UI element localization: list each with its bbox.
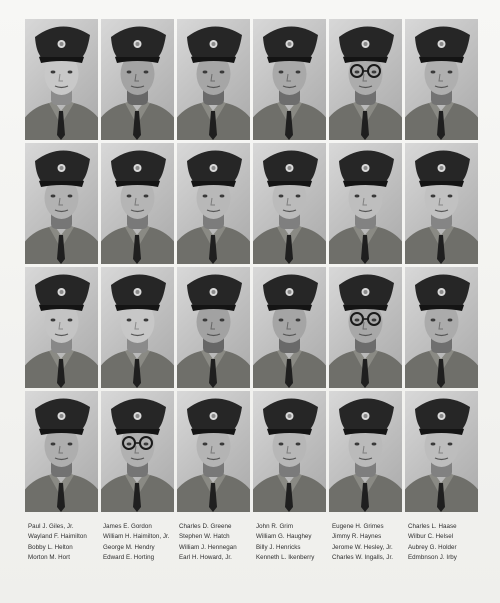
portrait-photo: [405, 391, 478, 512]
soldier-name: Edmbnson J. Irby: [408, 553, 457, 561]
name-list: [28, 522, 480, 566]
portrait-photo: [177, 19, 250, 140]
soldier-portrait-icon: [253, 19, 326, 140]
portrait-photo: [329, 391, 402, 512]
portrait-photo: [25, 267, 98, 388]
portrait-photo: [25, 19, 98, 140]
portrait-grid: [25, 19, 477, 516]
portrait-photo: [177, 143, 250, 264]
soldier-portrait-icon: [177, 267, 250, 388]
portrait-photo: [25, 391, 98, 512]
soldier-portrait-icon: [329, 143, 402, 264]
soldier-portrait-icon: [101, 143, 174, 264]
portrait-photo: [253, 391, 326, 512]
portrait-photo: [101, 267, 174, 388]
soldier-name: Aubrey G. Holder: [408, 543, 457, 551]
soldier-portrait-icon: [25, 143, 98, 264]
soldier-name: Jimmy R. Haynes: [332, 533, 382, 541]
portrait-photo: [329, 267, 402, 388]
soldier-portrait-icon: [101, 19, 174, 140]
soldier-name: Jerome W. Hesley, Jr.: [332, 543, 393, 551]
soldier-name: John R. Grim: [256, 523, 294, 530]
portrait-photo: [253, 143, 326, 264]
soldier-name: Charles L. Haase: [408, 523, 457, 530]
soldier-portrait-icon: [329, 267, 402, 388]
portrait-photo: [329, 143, 402, 264]
portrait-photo: [25, 143, 98, 264]
soldier-portrait-icon: [25, 19, 98, 140]
portrait-photo: [253, 19, 326, 140]
soldier-name: Stephen W. Hatch: [179, 533, 230, 541]
soldier-name: Morton M. Hort: [28, 553, 70, 561]
portrait-photo: [405, 267, 478, 388]
soldier-name: William G. Haughey: [256, 533, 312, 541]
soldier-name: Eugene H. Grimes: [332, 523, 384, 530]
portrait-photo: [101, 391, 174, 512]
soldier-name: Earl H. Howard, Jr.: [179, 553, 232, 561]
name-column: [408, 522, 484, 563]
soldier-name: Kenneth L. Ikenberry: [256, 553, 315, 561]
portrait-photo: [101, 19, 174, 140]
soldier-portrait-icon: [329, 19, 402, 140]
soldier-name: James E. Gordon: [103, 523, 152, 530]
name-column: [28, 522, 104, 563]
soldier-portrait-icon: [405, 391, 478, 512]
soldier-portrait-icon: [177, 391, 250, 512]
soldier-name: Edward E. Horting: [103, 553, 155, 561]
portrait-photo: [253, 267, 326, 388]
soldier-portrait-icon: [25, 391, 98, 512]
soldier-name: Wayland F. Haimilton: [28, 533, 87, 541]
portrait-photo: [329, 19, 402, 140]
soldier-name: William J. Hennegan: [179, 543, 237, 551]
soldier-name: William H. Haimilton, Jr.: [103, 533, 170, 541]
soldier-portrait-icon: [253, 391, 326, 512]
soldier-name: Bobby L. Helton: [28, 543, 73, 551]
soldier-name: Charles D. Greene: [179, 523, 232, 530]
soldier-portrait-icon: [405, 267, 478, 388]
soldier-portrait-icon: [177, 143, 250, 264]
name-column: [256, 522, 332, 563]
portrait-photo: [177, 267, 250, 388]
soldier-name: Paul J. Giles, Jr.: [28, 523, 74, 530]
name-column: [332, 522, 408, 563]
soldier-portrait-icon: [329, 391, 402, 512]
soldier-name: Charles W. Ingalls, Jr.: [332, 553, 393, 561]
portrait-photo: [405, 143, 478, 264]
soldier-portrait-icon: [405, 143, 478, 264]
soldier-portrait-icon: [253, 267, 326, 388]
name-column: [103, 522, 179, 563]
soldier-name: Wilbur C. Helsel: [408, 533, 454, 541]
soldier-name: George M. Hendry: [103, 543, 155, 551]
portrait-photo: [177, 391, 250, 512]
portrait-photo: [405, 19, 478, 140]
soldier-portrait-icon: [101, 391, 174, 512]
soldier-portrait-icon: [177, 19, 250, 140]
soldier-portrait-icon: [253, 143, 326, 264]
soldier-portrait-icon: [25, 267, 98, 388]
soldier-portrait-icon: [405, 19, 478, 140]
soldier-name: Billy J. Henricks: [256, 543, 301, 551]
name-column: [179, 522, 255, 563]
soldier-portrait-icon: [101, 267, 174, 388]
portrait-photo: [101, 143, 174, 264]
